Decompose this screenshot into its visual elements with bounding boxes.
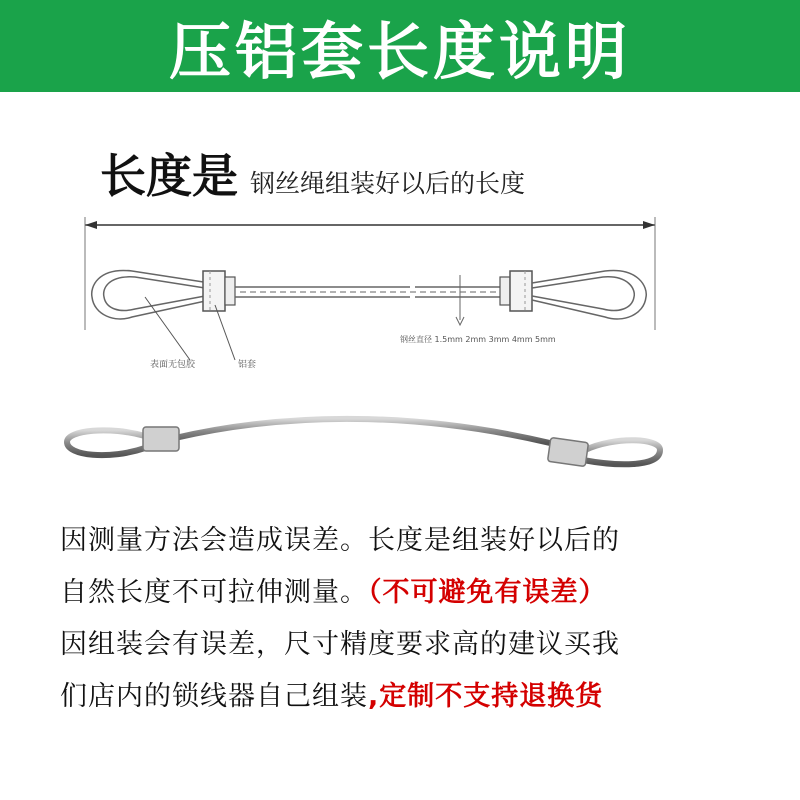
text-line-2 <box>60 570 760 609</box>
text-line-3: 因组装会有误差，尺寸精度要求高的建议买我 <box>60 629 620 660</box>
photo-left-loop <box>67 430 145 455</box>
text-line-1: 因测量方法会造成误差。长度是组装好以后的 <box>60 525 620 556</box>
wire-rope-photo <box>55 398 675 488</box>
photo-right-loop <box>583 440 660 464</box>
dimension-arrow-left <box>85 221 97 229</box>
text-line-2-normal: 自然长度不可拉伸测量。 <box>60 577 368 608</box>
left-loop <box>92 270 210 318</box>
text-line-4 <box>60 674 760 713</box>
length-heading <box>100 140 525 206</box>
right-loop <box>532 270 646 318</box>
text-line-4-warning: ,定制不支持退换货 <box>368 681 604 712</box>
text-line-4-normal: 们店内的锁线器自己组装 <box>60 681 368 712</box>
cable-length-diagram <box>70 205 670 380</box>
photo-left-sleeve <box>143 427 179 451</box>
photo-right-sleeve <box>548 437 589 466</box>
cable-line <box>235 287 510 297</box>
page-title: 压铝套长度说明 <box>168 14 631 88</box>
label-sleeve: 铝套 <box>238 360 257 370</box>
length-heading-big: 长度是 <box>100 149 238 203</box>
left-sleeve <box>203 271 235 311</box>
title-banner <box>0 0 800 92</box>
text-line-2-warning: （不可避免有误差） <box>368 577 607 608</box>
leader-line-sleeve <box>215 305 235 360</box>
right-sleeve <box>500 271 532 311</box>
photo-cable <box>175 419 550 443</box>
length-heading-desc: 钢丝绳组装好以后的长度 <box>250 169 526 198</box>
dimension-arrow-right <box>643 221 655 229</box>
label-wire-diameters: 钢丝直径 1.5mm 2mm 3mm 4mm 5mm <box>400 335 556 344</box>
label-surface: 表面无包胶 <box>150 360 196 370</box>
